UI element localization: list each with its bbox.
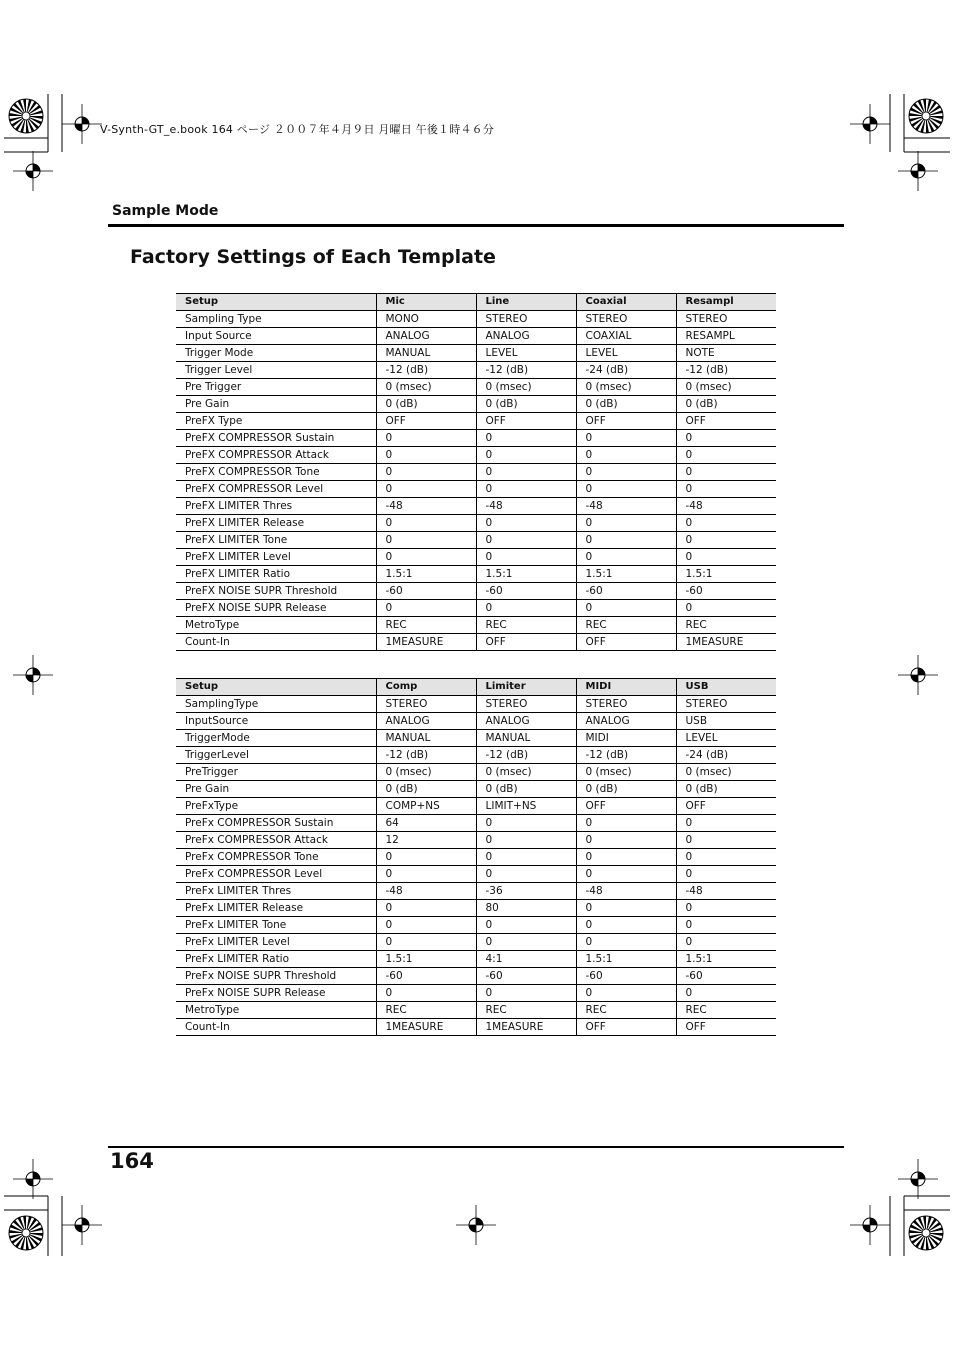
value-cell: 0 [476, 934, 576, 951]
value-cell: STEREO [376, 696, 476, 713]
value-cell: 0 [476, 917, 576, 934]
value-cell: 0 (dB) [576, 396, 676, 413]
table-row [176, 747, 776, 764]
table-row [176, 832, 776, 849]
value-cell: 1MEASURE [376, 1019, 476, 1036]
footer-rule [108, 1146, 844, 1148]
crop-line [4, 152, 48, 153]
value-cell: OFF [676, 413, 776, 430]
value-cell: 0 [376, 464, 476, 481]
value-cell: 0 [576, 532, 676, 549]
value-cell: 1.5:1 [576, 951, 676, 968]
table-row [176, 764, 776, 781]
value-cell: 0 (msec) [476, 764, 576, 781]
value-cell: -48 [676, 883, 776, 900]
value-cell: 0 [676, 532, 776, 549]
value-cell: REC [476, 1002, 576, 1019]
value-cell: 0 (msec) [376, 379, 476, 396]
value-cell: 0 (msec) [576, 764, 676, 781]
table-row [176, 713, 776, 730]
value-cell: 0 [376, 481, 476, 498]
parameter-name-cell: PreFx NOISE SUPR Threshold [176, 968, 376, 985]
crosshair-mark-icon [898, 1159, 938, 1199]
table-header-row [176, 294, 776, 311]
crosshair-mark-icon [13, 151, 53, 191]
value-cell: 0 [576, 985, 676, 1002]
value-cell: MONO [376, 311, 476, 328]
parameter-name-cell: PreFxType [176, 798, 376, 815]
header-rule [108, 224, 844, 227]
value-cell: -48 [576, 883, 676, 900]
value-cell: 0 [476, 481, 576, 498]
value-cell: OFF [476, 634, 576, 651]
value-cell: 0 [676, 917, 776, 934]
value-cell: 0 [676, 849, 776, 866]
value-cell: -48 [376, 498, 476, 515]
parameter-name-cell: PreFX LIMITER Release [176, 515, 376, 532]
value-cell: 12 [376, 832, 476, 849]
value-cell: ANALOG [476, 328, 576, 345]
value-cell: 0 [676, 549, 776, 566]
value-cell: LIMIT+NS [476, 798, 576, 815]
table-row [176, 968, 776, 985]
value-cell: OFF [576, 1019, 676, 1036]
value-cell: 0 [676, 985, 776, 1002]
value-cell: 0 (dB) [376, 396, 476, 413]
crosshair-mark-icon [898, 655, 938, 695]
value-cell: MANUAL [376, 345, 476, 362]
parameter-name-cell: PreFx COMPRESSOR Tone [176, 849, 376, 866]
value-cell: OFF [576, 798, 676, 815]
parameter-name-cell: PreTrigger [176, 764, 376, 781]
value-cell: REC [476, 617, 576, 634]
table-row [176, 498, 776, 515]
value-cell: 0 [476, 866, 576, 883]
value-cell: REC [576, 1002, 676, 1019]
value-cell: ANALOG [576, 713, 676, 730]
value-cell: 64 [376, 815, 476, 832]
crop-line [904, 152, 950, 153]
value-cell: 1.5:1 [576, 566, 676, 583]
value-cell: 0 [576, 515, 676, 532]
crop-line [904, 1210, 950, 1211]
parameter-name-cell: TriggerMode [176, 730, 376, 747]
crop-line [4, 138, 48, 139]
value-cell: 0 [476, 832, 576, 849]
value-cell: 0 [676, 515, 776, 532]
value-cell: -12 (dB) [476, 362, 576, 379]
value-cell: 0 [476, 549, 576, 566]
table-row [176, 583, 776, 600]
column-header: Coaxial [576, 294, 676, 311]
crosshair-mark-icon [13, 1159, 53, 1199]
parameter-name-cell: PreFX LIMITER Ratio [176, 566, 376, 583]
table-row [176, 951, 776, 968]
value-cell: -48 [676, 498, 776, 515]
parameter-name-cell: PreFx LIMITER Level [176, 934, 376, 951]
value-cell: 0 [576, 549, 676, 566]
parameter-name-cell: InputSource [176, 713, 376, 730]
registration-starburst-icon [908, 1215, 944, 1251]
value-cell: 0 [476, 849, 576, 866]
value-cell: ANALOG [476, 713, 576, 730]
parameter-name-cell: Count-In [176, 1019, 376, 1036]
value-cell: USB [676, 713, 776, 730]
value-cell: REC [376, 617, 476, 634]
parameter-name-cell: TriggerLevel [176, 747, 376, 764]
crosshair-mark-icon [62, 104, 102, 144]
column-header: MIDI [576, 679, 676, 696]
table-row [176, 1002, 776, 1019]
parameter-name-cell: MetroType [176, 1002, 376, 1019]
value-cell: 4:1 [476, 951, 576, 968]
value-cell: -24 (dB) [676, 747, 776, 764]
value-cell: 0 (msec) [476, 379, 576, 396]
registration-starburst-icon [908, 98, 944, 134]
value-cell: 0 (msec) [376, 764, 476, 781]
parameter-name-cell: PreFX COMPRESSOR Level [176, 481, 376, 498]
crop-line [62, 1196, 63, 1256]
value-cell: 0 [576, 447, 676, 464]
table-row [176, 396, 776, 413]
value-cell: 1.5:1 [376, 566, 476, 583]
table-row [176, 566, 776, 583]
value-cell: 0 [576, 815, 676, 832]
value-cell: MANUAL [476, 730, 576, 747]
table-row [176, 345, 776, 362]
page-title: Factory Settings of Each Template [130, 246, 496, 268]
parameter-name-cell: PreFX COMPRESSOR Attack [176, 447, 376, 464]
value-cell: 0 [576, 832, 676, 849]
parameter-name-cell: Count-In [176, 634, 376, 651]
crop-line [62, 94, 63, 152]
value-cell: 0 [576, 900, 676, 917]
parameter-name-cell: Trigger Level [176, 362, 376, 379]
value-cell: 0 [376, 447, 476, 464]
value-cell: 0 [576, 481, 676, 498]
parameter-name-cell: PreFx LIMITER Thres [176, 883, 376, 900]
value-cell: 0 [676, 447, 776, 464]
table-row [176, 934, 776, 951]
value-cell: 0 (dB) [676, 781, 776, 798]
value-cell: OFF [476, 413, 576, 430]
factory-settings-table-2 [176, 678, 776, 1036]
value-cell: COAXIAL [576, 328, 676, 345]
value-cell: REC [676, 1002, 776, 1019]
parameter-name-cell: PreFX Type [176, 413, 376, 430]
parameter-name-cell: MetroType [176, 617, 376, 634]
value-cell: LEVEL [476, 345, 576, 362]
column-header: Resampl [676, 294, 776, 311]
value-cell: -60 [376, 968, 476, 985]
parameter-name-cell: PreFx LIMITER Ratio [176, 951, 376, 968]
value-cell: 0 [576, 600, 676, 617]
value-cell: -12 (dB) [376, 747, 476, 764]
value-cell: 0 (msec) [676, 379, 776, 396]
value-cell: STEREO [476, 311, 576, 328]
value-cell: 0 [676, 832, 776, 849]
parameter-name-cell: PreFx COMPRESSOR Level [176, 866, 376, 883]
crop-line [4, 1196, 48, 1197]
column-header: USB [676, 679, 776, 696]
parameter-name-cell: PreFX COMPRESSOR Tone [176, 464, 376, 481]
crosshair-mark-icon [898, 151, 938, 191]
value-cell: STEREO [576, 311, 676, 328]
value-cell: 0 [376, 549, 476, 566]
value-cell: 0 [476, 600, 576, 617]
column-header: Mic [376, 294, 476, 311]
value-cell: 0 [576, 934, 676, 951]
value-cell: 0 [376, 532, 476, 549]
value-cell: -60 [676, 968, 776, 985]
crosshair-mark-icon [456, 1205, 496, 1245]
value-cell: 1MEASURE [476, 1019, 576, 1036]
table-row [176, 362, 776, 379]
value-cell: 1.5:1 [476, 566, 576, 583]
crosshair-mark-icon [62, 1205, 102, 1245]
table-row [176, 781, 776, 798]
page-number: 164 [110, 1149, 154, 1173]
table-row [176, 413, 776, 430]
value-cell: STEREO [576, 696, 676, 713]
value-cell: 0 [576, 849, 676, 866]
value-cell: -48 [576, 498, 676, 515]
parameter-name-cell: PreFX NOISE SUPR Release [176, 600, 376, 617]
value-cell: 1.5:1 [376, 951, 476, 968]
table-row [176, 481, 776, 498]
table-row [176, 985, 776, 1002]
value-cell: 0 [676, 815, 776, 832]
crop-line [904, 138, 950, 139]
parameter-name-cell: Pre Trigger [176, 379, 376, 396]
value-cell: ANALOG [376, 328, 476, 345]
value-cell: 0 [676, 900, 776, 917]
value-cell: 0 [676, 430, 776, 447]
value-cell: STEREO [476, 696, 576, 713]
crosshair-mark-icon [850, 1205, 890, 1245]
value-cell: 0 (dB) [476, 781, 576, 798]
parameter-name-cell: PreFx COMPRESSOR Attack [176, 832, 376, 849]
value-cell: 0 [576, 464, 676, 481]
value-cell: 0 (msec) [576, 379, 676, 396]
value-cell: -24 (dB) [576, 362, 676, 379]
value-cell: -12 (dB) [476, 747, 576, 764]
value-cell: 0 [376, 866, 476, 883]
table-row [176, 379, 776, 396]
value-cell: -36 [476, 883, 576, 900]
value-cell: 0 [476, 464, 576, 481]
value-cell: 0 [376, 515, 476, 532]
value-cell: 0 [576, 430, 676, 447]
table-row [176, 617, 776, 634]
value-cell: 0 [376, 934, 476, 951]
parameter-name-cell: PreFX LIMITER Tone [176, 532, 376, 549]
value-cell: 0 [676, 866, 776, 883]
table-row [176, 917, 776, 934]
parameter-name-cell: Pre Gain [176, 781, 376, 798]
value-cell: OFF [676, 798, 776, 815]
crop-line [904, 1196, 950, 1197]
value-cell: OFF [676, 1019, 776, 1036]
parameter-name-cell: PreFx LIMITER Release [176, 900, 376, 917]
value-cell: 0 [476, 515, 576, 532]
value-cell: 0 [376, 917, 476, 934]
print-file-info: V-Synth-GT_e.book 164 ページ ２００７年４月９日 月曜日 午後１時４６分 [100, 123, 495, 136]
column-header: Line [476, 294, 576, 311]
value-cell: 0 (msec) [676, 764, 776, 781]
crop-line [4, 1210, 48, 1211]
value-cell: OFF [376, 413, 476, 430]
parameter-name-cell: Trigger Mode [176, 345, 376, 362]
table-row [176, 311, 776, 328]
table-row [176, 730, 776, 747]
crop-line [904, 1196, 905, 1256]
value-cell: 0 (dB) [576, 781, 676, 798]
value-cell: REC [676, 617, 776, 634]
value-cell: 0 [476, 815, 576, 832]
crop-line [890, 94, 891, 152]
value-cell: -60 [676, 583, 776, 600]
value-cell: OFF [576, 634, 676, 651]
value-cell: -60 [376, 583, 476, 600]
parameter-name-cell: Pre Gain [176, 396, 376, 413]
value-cell: MIDI [576, 730, 676, 747]
value-cell: COMP+NS [376, 798, 476, 815]
value-cell: OFF [576, 413, 676, 430]
value-cell: STEREO [676, 311, 776, 328]
value-cell: -60 [576, 968, 676, 985]
value-cell: -48 [376, 883, 476, 900]
value-cell: 0 [376, 600, 476, 617]
column-header: Setup [176, 294, 376, 311]
value-cell: 0 [676, 600, 776, 617]
value-cell: RESAMPL [676, 328, 776, 345]
parameter-name-cell: PreFx NOISE SUPR Release [176, 985, 376, 1002]
table-row [176, 815, 776, 832]
value-cell: 0 [476, 430, 576, 447]
column-header: Setup [176, 679, 376, 696]
parameter-name-cell: PreFx COMPRESSOR Sustain [176, 815, 376, 832]
table-row [176, 849, 776, 866]
factory-settings-table-1 [176, 293, 776, 651]
value-cell: 0 [676, 464, 776, 481]
value-cell: 0 (dB) [376, 781, 476, 798]
crosshair-mark-icon [850, 104, 890, 144]
value-cell: ANALOG [376, 713, 476, 730]
value-cell: NOTE [676, 345, 776, 362]
table-row [176, 515, 776, 532]
value-cell: 0 (dB) [676, 396, 776, 413]
table-row [176, 798, 776, 815]
value-cell: 0 [376, 849, 476, 866]
value-cell: 1MEASURE [376, 634, 476, 651]
column-header: Comp [376, 679, 476, 696]
table-row [176, 900, 776, 917]
parameter-name-cell: PreFX COMPRESSOR Sustain [176, 430, 376, 447]
table-row [176, 600, 776, 617]
registration-starburst-icon [8, 1215, 44, 1251]
parameter-name-cell: Input Source [176, 328, 376, 345]
crop-line [904, 94, 905, 152]
value-cell: 0 [376, 900, 476, 917]
column-header: Limiter [476, 679, 576, 696]
table-row [176, 549, 776, 566]
table-row [176, 866, 776, 883]
value-cell: REC [376, 1002, 476, 1019]
table-row [176, 532, 776, 549]
value-cell: 0 [376, 430, 476, 447]
value-cell: 1MEASURE [676, 634, 776, 651]
crop-line [48, 1196, 49, 1256]
crop-line [890, 1196, 891, 1256]
value-cell: 1.5:1 [676, 951, 776, 968]
registration-starburst-icon [8, 98, 44, 134]
value-cell: 0 [576, 866, 676, 883]
value-cell: -60 [476, 968, 576, 985]
table-row [176, 328, 776, 345]
value-cell: LEVEL [676, 730, 776, 747]
value-cell: -48 [476, 498, 576, 515]
value-cell: -12 (dB) [676, 362, 776, 379]
value-cell: -60 [476, 583, 576, 600]
value-cell: 0 (dB) [476, 396, 576, 413]
value-cell: MANUAL [376, 730, 476, 747]
value-cell: 0 [576, 917, 676, 934]
table-row [176, 1019, 776, 1036]
value-cell: 0 [376, 985, 476, 1002]
table-row [176, 696, 776, 713]
value-cell: 0 [676, 934, 776, 951]
value-cell: 0 [476, 447, 576, 464]
parameter-name-cell: PreFx LIMITER Tone [176, 917, 376, 934]
table-row [176, 430, 776, 447]
value-cell: -12 (dB) [576, 747, 676, 764]
value-cell: LEVEL [576, 345, 676, 362]
value-cell: 0 [676, 481, 776, 498]
table-row [176, 634, 776, 651]
table-row [176, 464, 776, 481]
value-cell: REC [576, 617, 676, 634]
parameter-name-cell: PreFX LIMITER Thres [176, 498, 376, 515]
parameter-name-cell: Sampling Type [176, 311, 376, 328]
table-header-row [176, 679, 776, 696]
section-label: Sample Mode [112, 203, 219, 219]
table-row [176, 883, 776, 900]
parameter-name-cell: PreFX LIMITER Level [176, 549, 376, 566]
value-cell: 80 [476, 900, 576, 917]
parameter-name-cell: SamplingType [176, 696, 376, 713]
value-cell: 0 [476, 985, 576, 1002]
value-cell: STEREO [676, 696, 776, 713]
value-cell: -60 [576, 583, 676, 600]
value-cell: 1.5:1 [676, 566, 776, 583]
value-cell: 0 [476, 532, 576, 549]
parameter-name-cell: PreFX NOISE SUPR Threshold [176, 583, 376, 600]
value-cell: -12 (dB) [376, 362, 476, 379]
crop-line [48, 94, 49, 152]
crosshair-mark-icon [13, 655, 53, 695]
table-row [176, 447, 776, 464]
